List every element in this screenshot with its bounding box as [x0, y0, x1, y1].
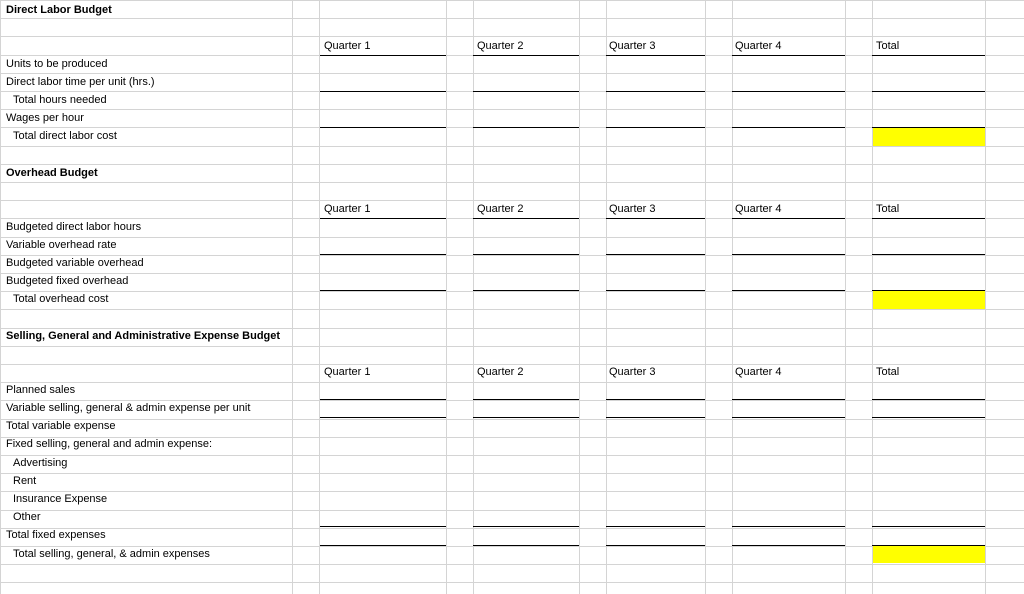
- sga-row-total-sga: Total selling, general, & admin expenses: [13, 548, 210, 560]
- sga-row-total-fixed: Total fixed expenses: [6, 529, 106, 541]
- sga-header-total: Total: [876, 366, 900, 378]
- overhead-header-q3: Quarter 3: [609, 203, 656, 215]
- overhead-header-q1: Quarter 1: [324, 203, 371, 215]
- sga-header-q1: Quarter 1: [324, 366, 371, 378]
- sga-row-planned-sales: Planned sales: [6, 384, 76, 396]
- sga-row-advertising: Advertising: [13, 457, 68, 469]
- labor-header-q1: Quarter 1: [324, 40, 371, 52]
- sga-row-var-per-unit: Variable selling, general & admin expense per unit: [6, 402, 251, 414]
- overhead-row-fixed-overhead: Budgeted fixed overhead: [6, 275, 129, 287]
- sga-row-total-variable: Total variable expense: [6, 420, 116, 432]
- labor-row-total-cost: Total direct labor cost: [13, 130, 117, 142]
- labor-row-total-hours: Total hours needed: [13, 94, 107, 106]
- labor-header-total: Total: [876, 40, 900, 52]
- sga-row-rent: Rent: [13, 475, 37, 487]
- sga-row-insurance: Insurance Expense: [13, 493, 108, 505]
- sga-header-q3: Quarter 3: [609, 366, 656, 378]
- overhead-row-dl-hours: Budgeted direct labor hours: [6, 221, 142, 233]
- labor-row-time-per-unit: Direct labor time per unit (hrs.): [6, 76, 155, 88]
- sga-row-fixed-heading: Fixed selling, general and admin expense:: [6, 438, 213, 450]
- overhead-row-total-cost: Total overhead cost: [13, 293, 109, 305]
- sga-header-q4: Quarter 4: [735, 366, 782, 378]
- sga-row-other: Other: [13, 511, 41, 523]
- labor-header-q2: Quarter 2: [477, 40, 524, 52]
- overhead-header-q4: Quarter 4: [735, 203, 782, 215]
- overhead-title: Overhead Budget: [6, 167, 98, 179]
- labor-row-wages: Wages per hour: [6, 112, 84, 124]
- labor-header-q4: Quarter 4: [735, 40, 782, 52]
- sga-header-q2: Quarter 2: [477, 366, 524, 378]
- overhead-row-var-overhead: Budgeted variable overhead: [6, 257, 144, 269]
- labor-header-q3: Quarter 3: [609, 40, 656, 52]
- labor-row-units: Units to be produced: [6, 58, 108, 70]
- overhead-row-var-rate: Variable overhead rate: [6, 239, 117, 251]
- labor-title: Direct Labor Budget: [6, 4, 112, 16]
- overhead-header-q2: Quarter 2: [477, 203, 524, 215]
- sga-title: Selling, General and Administrative Expense Budget: [6, 330, 281, 342]
- overhead-header-total: Total: [876, 203, 900, 215]
